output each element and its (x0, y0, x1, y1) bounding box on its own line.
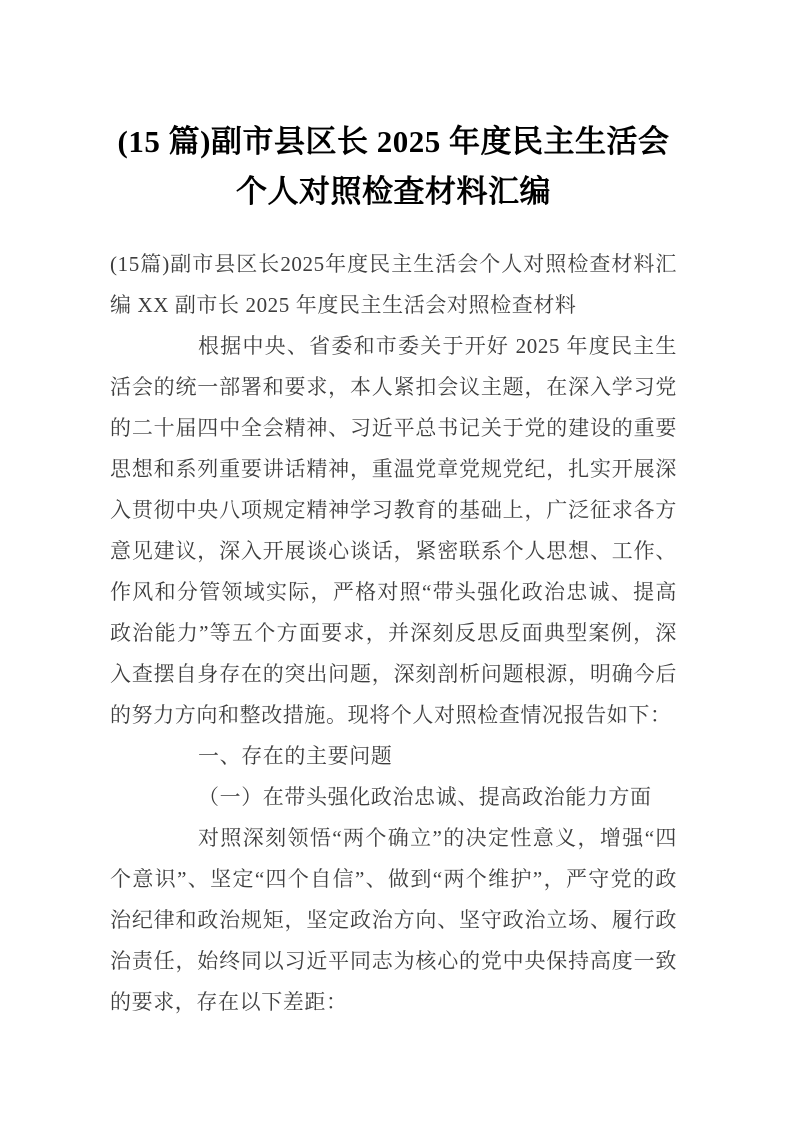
document-title: (15 篇)副市县区长 2025 年度民主生活会个人对照检查材料汇编 (117, 124, 670, 209)
subsection-1-heading: （一）在带头强化政治忠诚、提高政治能力方面 (198, 785, 652, 809)
subsection-1-body: 对照深刻领悟“两个确立”的决定性意义，增强“四个意识”、坚定“四个自信”、做到“两个维护”，严守党的政治纪律和政治规矩，坚定政治方向、坚守政治立场、履行政治责任，始终同以习近平同志为核心的党中央保持高度一致的要求，存在以下差距： (110, 826, 677, 1014)
paragraph-intro: 根据中央、省委和市委关于开好 2025 年度民主生活会的统一部署和要求，本人紧扣会议主题，在深入学习党的二十届四中全会精神、习近平总书记关于党的建设的重要思想和系列重要讲话精神，重温党章党规党纪，扎实开展深入贯彻中央八项规定精神学习教育的基础上，广泛征求各方意见建议，深入开展谈心谈话，紧密联系个人思想、工作、作风和分管领域实际，严格对照“带头强化政治忠诚、提高政治能力”等五个方面要求，并深刻反思反面典型案例，深入查摆自身存在的突出问题，深刻剖析问题根源，明确今后的努力方向和整改措施。现将个人对照检查情况报告如下： (110, 334, 677, 727)
document-content (110, 117, 677, 1023)
paragraph-compilation-header: (15篇)副市县区长2025年度民主生活会个人对照检查材料汇编 XX 副市长 2025 年度民主生活会对照检查材料 (110, 252, 677, 317)
section-1-heading: 一、存在的主要问题 (198, 744, 393, 768)
